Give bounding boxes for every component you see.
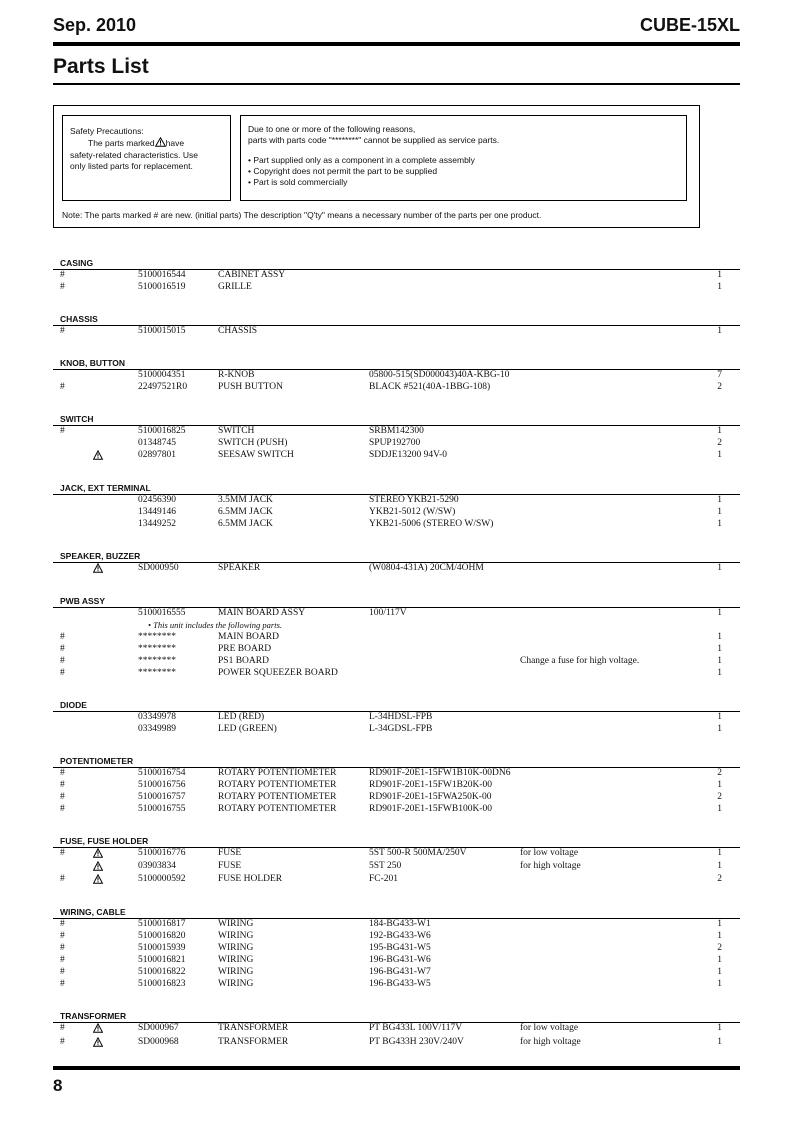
part-quantity: 1	[717, 426, 722, 436]
safety-line-2: safety-related characteristics. Use	[70, 150, 199, 160]
parts-row	[0, 779, 793, 791]
part-description: WIRING	[218, 931, 254, 941]
parts-row	[0, 803, 793, 815]
part-code: 22497521R0	[138, 382, 188, 392]
part-note: for low voltage	[520, 848, 579, 858]
part-description: WIRING	[218, 979, 254, 989]
part-code: 5100016776	[138, 848, 186, 858]
parts-row	[0, 873, 793, 885]
new-part-mark: #	[60, 270, 65, 280]
new-part-mark: #	[60, 326, 65, 336]
part-spec: RD901F-20E1-15FWB100K-00	[369, 804, 492, 814]
part-description: R-KNOB	[218, 370, 255, 380]
part-code: 5100016822	[138, 967, 186, 977]
part-spec: STEREO YKB21-5290	[369, 495, 459, 505]
part-code: 5100016519	[138, 282, 186, 292]
section-title: POTENTIOMETER	[60, 756, 134, 766]
new-part-mark: #	[60, 768, 65, 778]
new-part-mark: #	[60, 967, 65, 977]
part-spec: BLACK #521(40A-1BBG-108)	[369, 382, 491, 392]
title-rule	[53, 83, 740, 85]
part-code: 5100016820	[138, 931, 186, 941]
new-part-mark: #	[60, 1037, 65, 1047]
part-code: SD000967	[138, 1023, 179, 1033]
parts-row	[0, 506, 793, 518]
part-code: ********	[138, 632, 176, 642]
section-title: SWITCH	[60, 414, 94, 424]
parts-row	[0, 966, 793, 978]
part-code: 5100016817	[138, 919, 186, 929]
section-title: TRANSFORMER	[60, 1011, 127, 1021]
part-spec: (W0804-431A) 20CM/4OHM	[369, 563, 484, 573]
parts-row	[0, 1022, 793, 1034]
part-code: ********	[138, 668, 176, 678]
parts-row	[0, 767, 793, 779]
part-code: 01348745	[138, 438, 176, 448]
part-description: PUSH BUTTON	[218, 382, 284, 392]
section-title: CHASSIS	[60, 314, 98, 324]
new-part-mark: #	[60, 382, 65, 392]
parts-row	[0, 655, 793, 667]
part-code: 5100000592	[138, 874, 186, 884]
section-title: JACK, EXT TERMINAL	[60, 483, 151, 493]
reason-bullet: • Copyright does not permit the part to be supplied	[248, 166, 438, 176]
part-description: POWER SQUEEZER BOARD	[218, 668, 338, 678]
part-description: SWITCH	[218, 426, 255, 436]
parts-row	[0, 1036, 793, 1048]
part-quantity: 2	[717, 382, 722, 392]
part-description: 3.5MM JACK	[218, 495, 273, 505]
reasons-line-1: Due to one or more of the following reasons,	[248, 124, 416, 134]
part-quantity: 1	[717, 1037, 722, 1047]
reasons-line-2: parts with parts code "********" cannot be supplied as service parts.	[248, 135, 500, 145]
safety-line-3: only listed parts for replacement.	[70, 161, 193, 171]
parts-row	[0, 631, 793, 643]
safety-title: Safety Precautions:	[70, 126, 144, 136]
part-spec: SRBM142300	[369, 426, 424, 436]
part-quantity: 2	[717, 438, 722, 448]
parts-row	[0, 918, 793, 930]
part-quantity: 1	[717, 848, 722, 858]
part-quantity: 1	[717, 804, 722, 814]
part-quantity: 1	[717, 967, 722, 977]
part-description: MAIN BOARD ASSY	[218, 608, 306, 618]
part-code: 5100016821	[138, 955, 186, 965]
parts-row	[0, 930, 793, 942]
page-number: 8	[53, 1076, 63, 1095]
safety-precautions-box	[62, 115, 231, 201]
safety-line-1	[70, 137, 224, 150]
part-spec: PT BG433L 100V/117V	[369, 1023, 463, 1033]
parts-row	[0, 562, 793, 574]
parts-row	[0, 325, 793, 337]
part-quantity: 7	[717, 370, 722, 380]
part-code: ********	[138, 644, 176, 654]
part-quantity: 1	[717, 919, 722, 929]
part-quantity: 1	[717, 519, 722, 529]
new-part-mark: #	[60, 919, 65, 929]
parts-row	[0, 667, 793, 679]
part-quantity: 1	[717, 724, 722, 734]
parts-row	[0, 269, 793, 281]
part-description: ROTARY POTENTIOMETER	[218, 804, 337, 814]
footer-rule	[53, 1066, 740, 1070]
header-rule	[53, 42, 740, 46]
part-quantity: 1	[717, 270, 722, 280]
part-quantity: 2	[717, 874, 722, 884]
section-title: FUSE, FUSE HOLDER	[60, 836, 149, 846]
part-code: 5100016825	[138, 426, 186, 436]
parts-note-row	[0, 619, 793, 631]
part-spec: YKB21-5006 (STEREO W/SW)	[369, 519, 494, 529]
part-spec: L-34HDSL-FPB	[369, 712, 433, 722]
service-parts-box	[240, 115, 687, 201]
parts-row	[0, 711, 793, 723]
new-part-mark: #	[60, 874, 65, 884]
part-note: Change a fuse for high voltage.	[520, 656, 640, 666]
parts-row	[0, 942, 793, 954]
parts-row	[0, 494, 793, 506]
new-part-mark: #	[60, 656, 65, 666]
part-code: 5100016544	[138, 270, 186, 280]
part-quantity: 1	[717, 656, 722, 666]
safety-warning-icon	[93, 1037, 103, 1051]
part-spec: 5ST 500-R 500MA/250V	[369, 848, 467, 858]
part-spec: 196-BG433-W5	[369, 979, 431, 989]
part-quantity: 1	[717, 955, 722, 965]
reason-bullet: • Part is sold commercially	[248, 177, 348, 187]
warning-triangle-icon	[155, 137, 166, 150]
part-spec: 195-BG431-W5	[369, 943, 431, 953]
part-code: SD000950	[138, 563, 179, 573]
section-title: CASING	[60, 258, 94, 268]
new-part-mark: #	[60, 848, 65, 858]
part-quantity: 2	[717, 792, 722, 802]
part-spec: 05800-515(SD000043)40A-KBG-10	[369, 370, 510, 380]
part-note: for high voltage	[520, 861, 581, 871]
parts-row	[0, 381, 793, 393]
safety-warning-icon	[93, 563, 103, 577]
part-code: 5100016754	[138, 768, 186, 778]
part-description: ROTARY POTENTIOMETER	[218, 780, 337, 790]
part-code: 13449146	[138, 507, 176, 517]
parts-row	[0, 847, 793, 859]
part-description: GRILLE	[218, 282, 252, 292]
safety-warning-icon	[93, 1023, 103, 1037]
new-part-mark: #	[60, 1023, 65, 1033]
part-description: FUSE HOLDER	[218, 874, 283, 884]
part-note: for low voltage	[520, 1023, 579, 1033]
part-code: 5100016756	[138, 780, 186, 790]
part-spec: 5ST 250	[369, 861, 402, 871]
safety-pre: The parts marked	[88, 138, 155, 148]
part-description: PS1 BOARD	[218, 656, 269, 666]
new-part-mark: #	[60, 792, 65, 802]
new-part-mark: #	[60, 668, 65, 678]
part-quantity: 1	[717, 861, 722, 871]
new-part-mark: #	[60, 804, 65, 814]
part-code: 5100016755	[138, 804, 186, 814]
part-code: 5100016823	[138, 979, 186, 989]
part-quantity: 1	[717, 780, 722, 790]
part-quantity: 1	[717, 632, 722, 642]
new-part-mark: #	[60, 644, 65, 654]
part-description: ROTARY POTENTIOMETER	[218, 768, 337, 778]
new-parts-note: Note: The parts marked # are new. (initial parts) The description "Q'ty" means a necessary number of the parts per one product.	[62, 210, 542, 220]
part-description: TRANSFORMER	[218, 1037, 289, 1047]
part-code: ********	[138, 656, 176, 666]
part-description: CABINET ASSY	[218, 270, 286, 280]
new-part-mark: #	[60, 426, 65, 436]
safety-post: have	[165, 138, 185, 148]
part-spec: 100/117V	[369, 608, 407, 618]
new-part-mark: #	[60, 632, 65, 642]
part-description: WIRING	[218, 955, 254, 965]
part-code: 03349989	[138, 724, 176, 734]
part-spec: RD901F-20E1-15FW1B20K-00	[369, 780, 492, 790]
part-description: TRANSFORMER	[218, 1023, 289, 1033]
parts-row	[0, 437, 793, 449]
part-spec: L-34GDSL-FPB	[369, 724, 433, 734]
part-quantity: 1	[717, 563, 722, 573]
parts-row	[0, 607, 793, 619]
part-spec: RD901F-20E1-15FW1B10K-00DN6	[369, 768, 511, 778]
part-quantity: 1	[717, 668, 722, 678]
part-description: WIRING	[218, 943, 254, 953]
part-code: 5100004351	[138, 370, 186, 380]
part-spec: 184-BG433-W1	[369, 919, 431, 929]
parts-row	[0, 860, 793, 872]
new-part-mark: #	[60, 931, 65, 941]
part-spec: FC-201	[369, 874, 399, 884]
parts-row	[0, 723, 793, 735]
part-note: for high voltage	[520, 1037, 581, 1047]
part-spec: SPUP192700	[369, 438, 421, 448]
part-quantity: 1	[717, 644, 722, 654]
part-quantity: 2	[717, 768, 722, 778]
part-quantity: 1	[717, 507, 722, 517]
part-quantity: 1	[717, 608, 722, 618]
reason-bullet: • Part supplied only as a component in a complete assembly	[248, 155, 475, 165]
parts-row	[0, 449, 793, 461]
part-quantity: 1	[717, 712, 722, 722]
section-title: SPEAKER, BUZZER	[60, 551, 141, 561]
part-code: 02456390	[138, 495, 176, 505]
part-code: 03903834	[138, 861, 176, 871]
safety-warning-icon	[93, 450, 103, 464]
part-spec: 196-BG431-W6	[369, 955, 431, 965]
part-description: SPEAKER	[218, 563, 261, 573]
part-code: 13449252	[138, 519, 176, 529]
part-code: 5100015939	[138, 943, 186, 953]
part-description: FUSE	[218, 848, 242, 858]
part-spec: SDDJE13200 94V-0	[369, 450, 448, 460]
part-code: SD000968	[138, 1037, 179, 1047]
part-quantity: 2	[717, 943, 722, 953]
part-description: CHASSIS	[218, 326, 258, 336]
header-model: CUBE-15XL	[639, 15, 740, 35]
new-part-mark: #	[60, 979, 65, 989]
new-part-mark: #	[60, 780, 65, 790]
section-title: DIODE	[60, 700, 87, 710]
parts-row	[0, 978, 793, 990]
parts-row	[0, 643, 793, 655]
part-description: SEESAW SWITCH	[218, 450, 294, 460]
header-date: Sep. 2010	[53, 15, 137, 35]
part-quantity: 1	[717, 282, 722, 292]
part-description: WIRING	[218, 967, 254, 977]
part-code: 02897801	[138, 450, 176, 460]
page-title: Parts List	[53, 55, 149, 78]
section-title: PWB ASSY	[60, 596, 106, 606]
safety-warning-icon	[93, 874, 103, 888]
parts-row	[0, 369, 793, 381]
part-description: 6.5MM JACK	[218, 507, 273, 517]
part-description: WIRING	[218, 919, 254, 929]
part-description: PRE BOARD	[218, 644, 272, 654]
part-code: 5100015015	[138, 326, 186, 336]
part-quantity: 1	[717, 979, 722, 989]
includes-note: • This unit includes the following parts.	[148, 620, 283, 630]
section-title: KNOB, BUTTON	[60, 358, 126, 368]
parts-row	[0, 281, 793, 293]
part-description: MAIN BOARD	[218, 632, 279, 642]
part-quantity: 1	[717, 495, 722, 505]
parts-row	[0, 425, 793, 437]
section-title: WIRING, CABLE	[60, 907, 126, 917]
part-description: FUSE	[218, 861, 242, 871]
new-part-mark: #	[60, 943, 65, 953]
part-description: LED (RED)	[218, 712, 265, 722]
part-quantity: 1	[717, 1023, 722, 1033]
reasons-gap	[248, 146, 680, 155]
part-spec: 196-BG431-W7	[369, 967, 431, 977]
parts-row	[0, 791, 793, 803]
part-code: 5100016555	[138, 608, 186, 618]
part-description: ROTARY POTENTIOMETER	[218, 792, 337, 802]
part-spec: RD901F-20E1-15FWA250K-00	[369, 792, 492, 802]
part-spec: YKB21-5012 (W/SW)	[369, 507, 456, 517]
part-code: 5100016757	[138, 792, 186, 802]
part-spec: PT BG433H 230V/240V	[369, 1037, 464, 1047]
part-quantity: 1	[717, 450, 722, 460]
part-code: 03349978	[138, 712, 176, 722]
part-description: 6.5MM JACK	[218, 519, 273, 529]
part-quantity: 1	[717, 931, 722, 941]
part-description: LED (GREEN)	[218, 724, 277, 734]
part-quantity: 1	[717, 326, 722, 336]
parts-row	[0, 518, 793, 530]
part-spec: 192-BG433-W6	[369, 931, 431, 941]
notice-box	[53, 105, 700, 228]
new-part-mark: #	[60, 282, 65, 292]
new-part-mark: #	[60, 955, 65, 965]
part-description: SWITCH (PUSH)	[218, 438, 288, 448]
parts-row	[0, 954, 793, 966]
